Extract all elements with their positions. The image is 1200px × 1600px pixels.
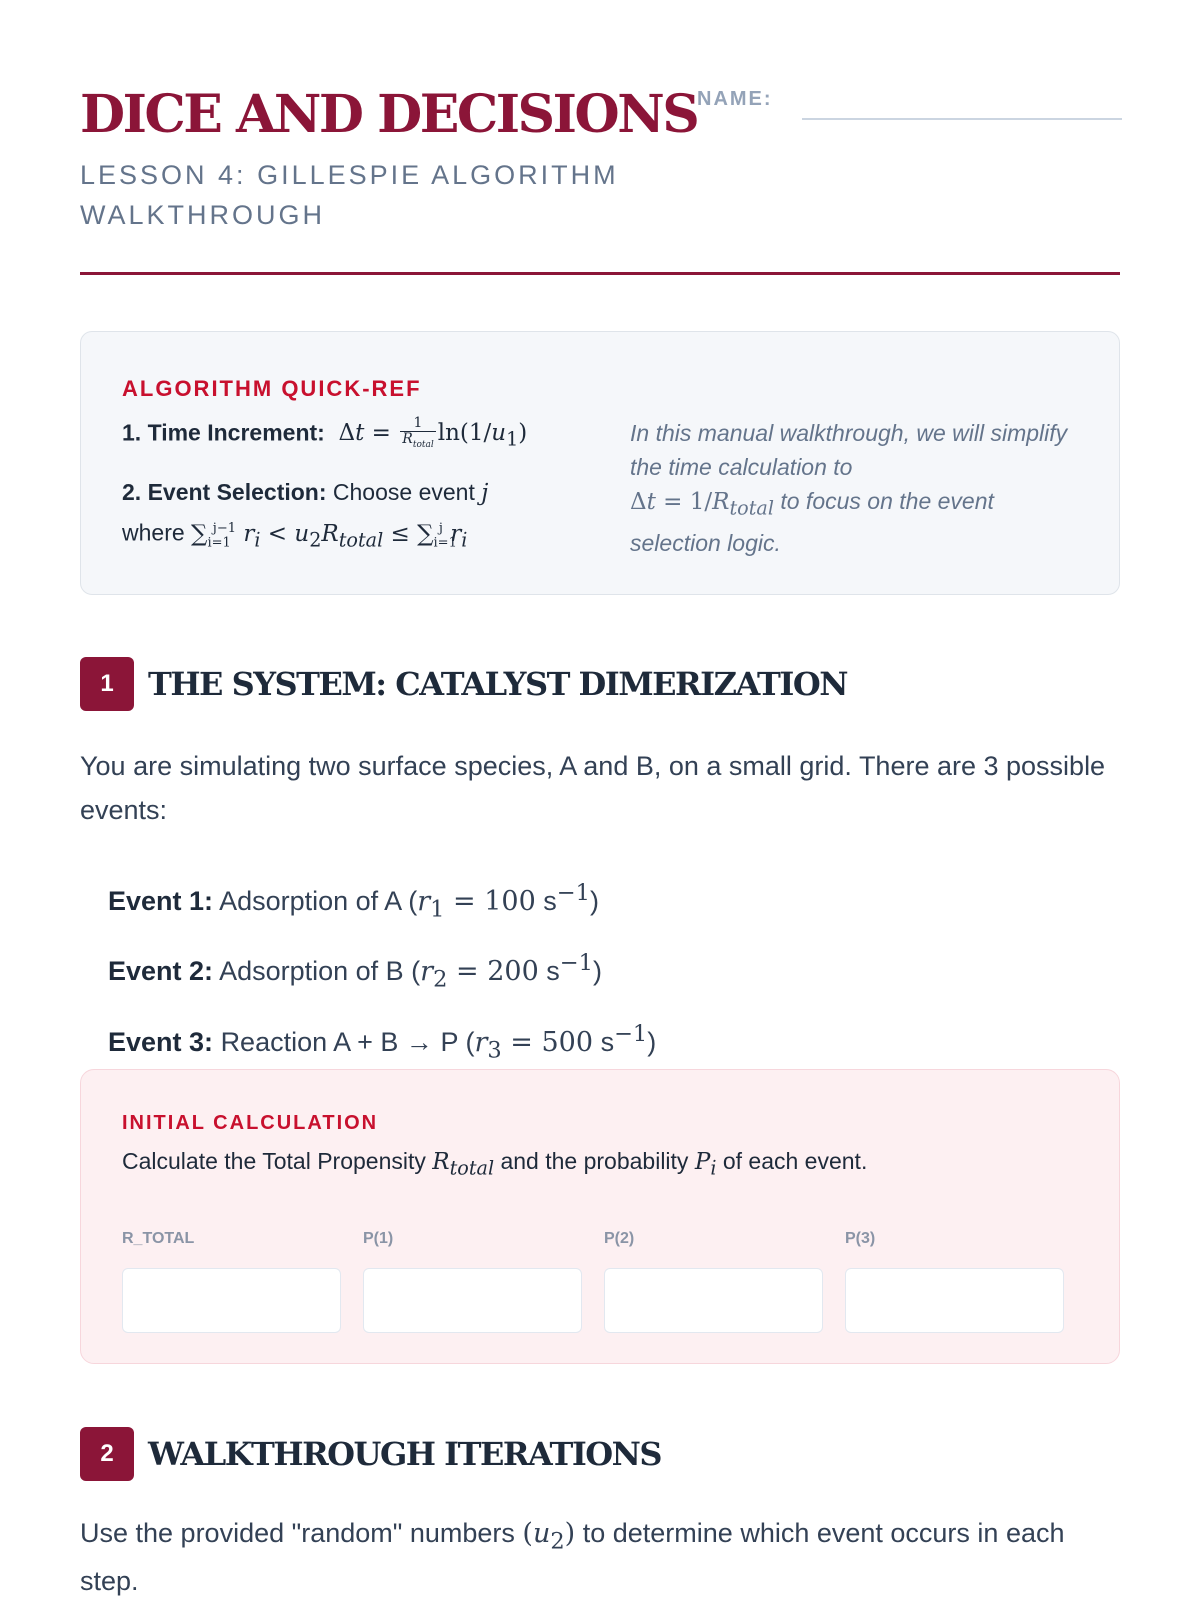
name-label: NAME: bbox=[697, 88, 773, 110]
algorithm-quick-ref-panel bbox=[80, 331, 1120, 595]
initial-calculation-panel bbox=[80, 1069, 1120, 1364]
section-2-intro: Use the provided "random" numbers $(u_2)$ to determine which event occurs in each step. bbox=[80, 1518, 1065, 1597]
quick-ref-note: In this manual walkthrough, we will simplify the time calculation to $\Delta t = 1/R_{total}$ to focus on the event selection logic. bbox=[630, 420, 1068, 556]
page-subtitle: LESSON 4: GILLESPIE ALGORITHM WALKTHROUGH bbox=[80, 160, 619, 230]
calculation-heading: INITIAL CALCULATION bbox=[122, 1112, 379, 1134]
p2-input[interactable] bbox=[604, 1268, 823, 1333]
event-item-3: Event 3: Reaction A + B → P ($r_3 = 500$ $s^{-1}$) bbox=[108, 1020, 657, 1064]
field-r-total bbox=[122, 1230, 341, 1333]
step2-label: 2. Event Selection: bbox=[122, 479, 327, 505]
event-selection-formula: $\sum_{i=1}^{j-1}$ $r_i < u_2R_{total} \le \sum_{i=1}^j$ $r_i$ bbox=[191, 520, 468, 552]
r-total-label: R_TOTAL bbox=[122, 1230, 195, 1247]
quick-ref-step-2: 2. Event Selection: Choose event j where $\sum_{i=1}^{j-1}$ $r_i < u_2R_{total} \le \sum_{i=1}^j$ $r_i$ bbox=[122, 479, 489, 552]
event-item-2: Event 2: Adsorption of B ($r_2 = 200$ $s^{-1}$) bbox=[108, 950, 602, 993]
field-p3 bbox=[845, 1230, 1064, 1333]
field-p2 bbox=[604, 1230, 823, 1333]
header-divider bbox=[80, 272, 1120, 275]
section-1-intro: You are simulating two surface species, A and B, on a small grid. There are 3 possible events: bbox=[80, 751, 1106, 825]
step1-label: 1. Time Increment: bbox=[122, 419, 325, 446]
section-1-title: THE SYSTEM: CATALYST DIMERIZATION bbox=[148, 665, 847, 703]
page-title: DICE AND DECISIONS bbox=[80, 84, 698, 145]
calculation-instructions: Calculate the Total Propensity $R_{total}$ and the probability $P_i$ of each event. bbox=[122, 1148, 868, 1180]
quick-ref-step-1 bbox=[122, 416, 527, 453]
event-list bbox=[108, 866, 1108, 1077]
p2-label: P(2) bbox=[604, 1230, 635, 1247]
section-1-number-badge: 1 bbox=[80, 657, 134, 711]
section-2-title: WALKTHROUGH ITERATIONS bbox=[148, 1435, 662, 1473]
p1-input[interactable] bbox=[363, 1268, 582, 1333]
p3-label: P(3) bbox=[845, 1230, 876, 1247]
time-increment-formula: Δt = $\frac{1}{R_{total}}$ $\ln(1/u_1)$ bbox=[331, 415, 528, 451]
p1-label: P(1) bbox=[363, 1230, 394, 1247]
event-item-1: Event 1: Adsorption of A ($r_1 = 100$ $s^{-1}$) bbox=[108, 880, 599, 923]
p3-input[interactable] bbox=[845, 1268, 1064, 1333]
quick-ref-heading: ALGORITHM QUICK-REF bbox=[122, 376, 422, 401]
field-p1 bbox=[363, 1230, 582, 1333]
name-input-line[interactable] bbox=[802, 118, 1122, 120]
r-total-input[interactable] bbox=[122, 1268, 341, 1333]
section-2-number-badge: 2 bbox=[80, 1427, 134, 1481]
